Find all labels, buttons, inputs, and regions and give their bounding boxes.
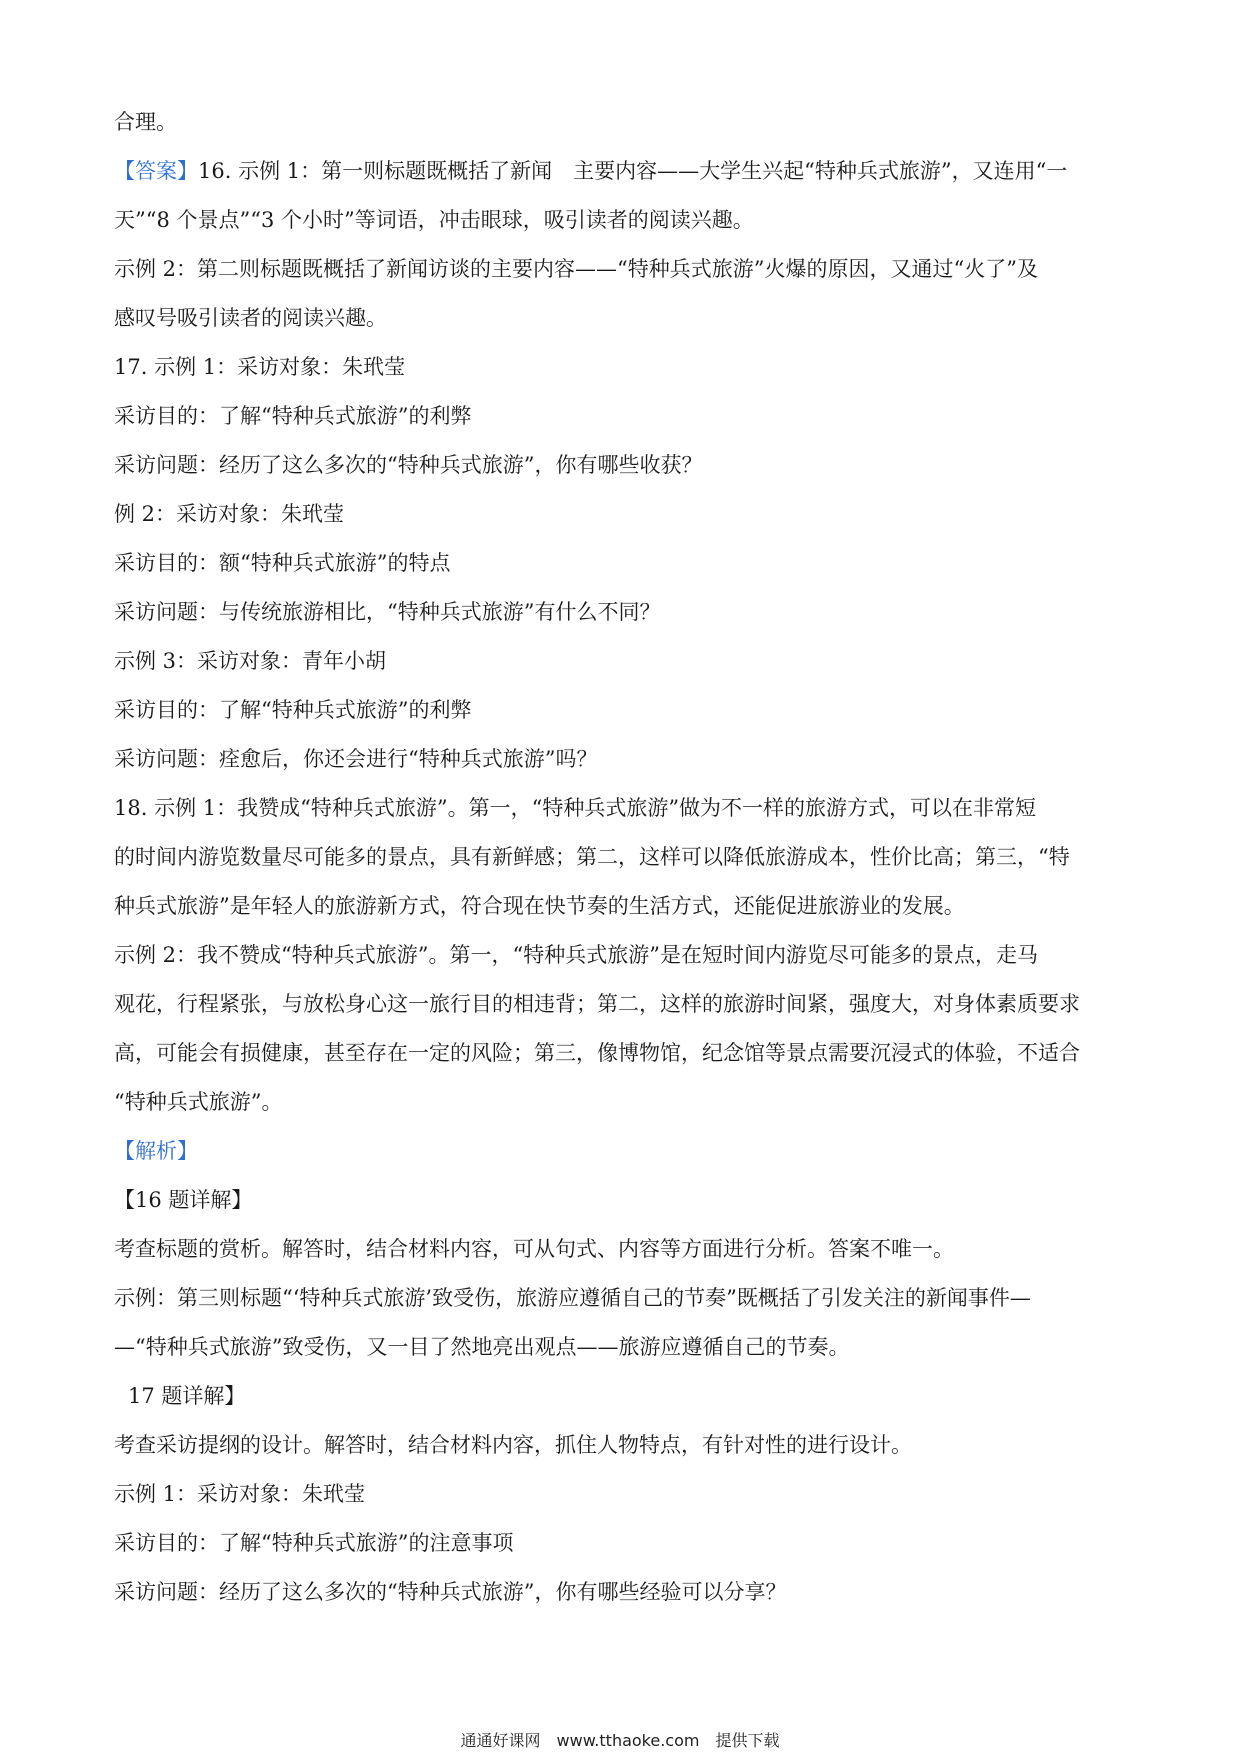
text-line: 示例：第三则标题“‘特种兵式旅游’致受伤，旅游应遵循自己的节奏”既概括了引发关注的新闻事件— [114, 1286, 1031, 1310]
text-line: “特种兵式旅游”。 [114, 1090, 283, 1114]
text-line: 示例 2：我不赞成“特种兵式旅游”。第一，“特种兵式旅游”是在短时间内游览尽可能多的景点，走马 [114, 943, 1038, 967]
answer-text: 16. 示例 1：第一则标题既概括了新闻 主要内容——大学生兴起“特种兵式旅游”，又连用“一 [198, 159, 1068, 183]
page-footer: 通通好课网 www.tthaoke.com 提供下载 [460, 1731, 780, 1750]
text-line: 例 2：采访对象：朱玳莹 [114, 502, 345, 526]
section-heading-16: 【16 题详解】 [114, 1188, 253, 1212]
text-line: 采访目的：了解“特种兵式旅游”的利弊 [114, 698, 472, 722]
answer-line [114, 147, 1129, 196]
text-line: 采访问题：与传统旅游相比，“特种兵式旅游”有什么不同？ [114, 600, 661, 624]
document-body [114, 98, 1129, 1617]
analysis-tag: 【解析】 [114, 1139, 198, 1163]
text-line: 高，可能会有损健康，甚至存在一定的风险；第三，像博物馆，纪念馆等景点需要沉浸式的体验，不适合 [114, 1041, 1080, 1065]
text-line: 17. 示例 1：采访对象：朱玳莹 [114, 355, 406, 379]
text-line: 合理。 [114, 110, 177, 134]
text-line: 采访目的：了解“特种兵式旅游”的注意事项 [114, 1531, 514, 1555]
text-line: 采访问题：经历了这么多次的“特种兵式旅游”，你有哪些经验可以分享？ [114, 1580, 787, 1604]
answer-tag: 【答案】 [114, 159, 198, 183]
text-line: 天”“8 个景点”“3 个小时”等词语，冲击眼球，吸引读者的阅读兴趣。 [114, 208, 754, 232]
text-line: 考查采访提纲的设计。解答时，结合材料内容，抓住人物特点，有针对性的进行设计。 [114, 1433, 912, 1457]
text-line: 示例 1：采访对象：朱玳莹 [114, 1482, 366, 1506]
section-heading-17: 17 题详解】 [128, 1384, 246, 1408]
text-line: 示例 2：第二则标题既概括了新闻访谈的主要内容——“特种兵式旅游”火爆的原因，又通过“火了”及 [114, 257, 1038, 281]
text-line: 示例 3：采访对象：青年小胡 [114, 649, 387, 673]
text-line: 考查标题的赏析。解答时，结合材料内容，可从句式、内容等方面进行分析。答案不唯一。 [114, 1237, 954, 1261]
text-line: 采访问题：经历了这么多次的“特种兵式旅游”，你有哪些收获？ [114, 453, 703, 477]
text-line: 采访目的：了解“特种兵式旅游”的利弊 [114, 404, 472, 428]
text-line: —“特种兵式旅游”致受伤，又一目了然地亮出观点——旅游应遵循自己的节奏。 [114, 1335, 850, 1359]
text-line: 的时间内游览数量尽可能多的景点，具有新鲜感；第二，这样可以降低旅游成本，性价比高；第三，“特 [114, 845, 1070, 869]
text-line: 采访问题：痊愈后，你还会进行“特种兵式旅游”吗？ [114, 747, 598, 771]
text-line: 采访目的：额“特种兵式旅游”的特点 [114, 551, 451, 575]
text-line: 感叹号吸引读者的阅读兴趣。 [114, 306, 387, 330]
text-line: 种兵式旅游”是年轻人的旅游新方式，符合现在快节奏的生活方式，还能促进旅游业的发展。 [114, 894, 965, 918]
text-line: 18. 示例 1：我赞成“特种兵式旅游”。第一，“特种兵式旅游”做为不一样的旅游方式，可以在非常短 [114, 796, 1037, 820]
text-line: 观花，行程紧张，与放松身心这一旅行目的相违背；第二，这样的旅游时间紧，强度大，对身体素质要求 [114, 992, 1080, 1016]
